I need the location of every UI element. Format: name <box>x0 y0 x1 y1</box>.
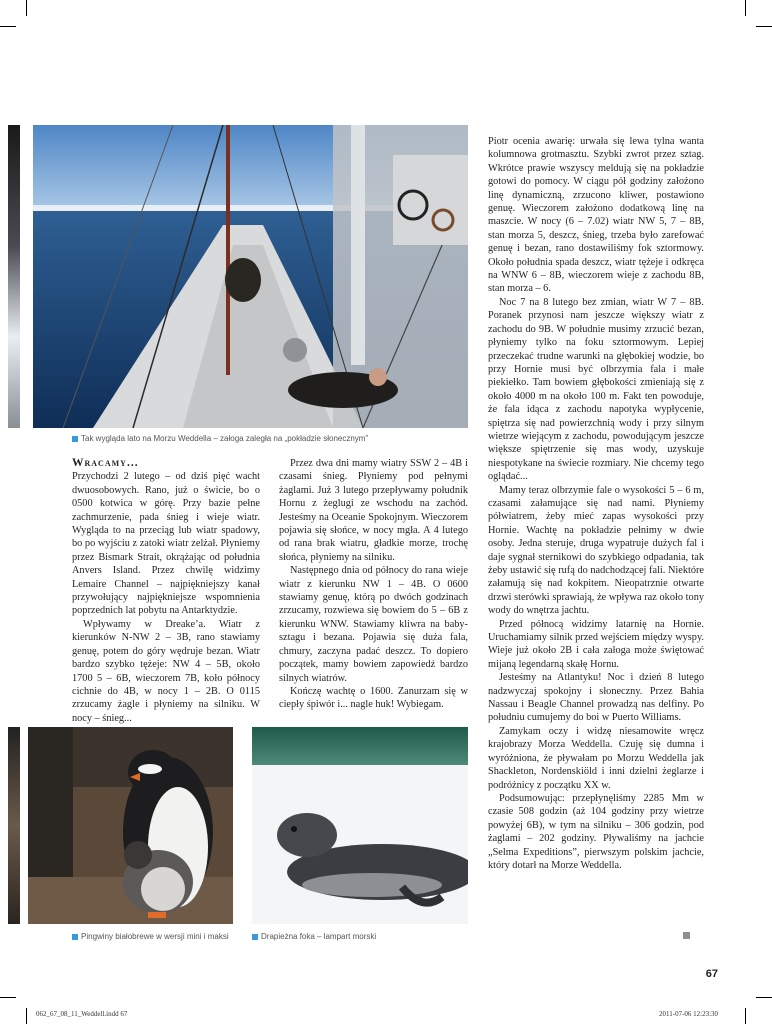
paragraph: Wpływamy w Dreake’a. Wiatr z kierunków N-NW 2 – 3B, rano stawiamy genuę, potem do góry wędruje bezan. Wiatr bardzo szybko tężeje: NW 4 – 5B, około 1700 5 – 6B, wieczorem 7B, koło północy cichnie do 4B, w nocy 1 – 2B. O 0115 zrzucamy żagle i płyniemy na silniku. W nocy – śnieg... <box>72 618 260 724</box>
crop-mark <box>0 997 16 998</box>
paragraph: Zamykam oczy i widzę niesamowite wręcz krajobrazy Morza Weddella. Czuję się dumna i wyróżniona, że pływałam po Morzu Weddella jak Shackleton, Nordenskiöld i inni dzielni żeglarze i podróżnicy z początku XX w. <box>488 725 704 791</box>
article-column-1 <box>72 457 260 725</box>
article-column-3 <box>488 135 704 872</box>
leopard-seal-photo <box>252 727 468 924</box>
section-heading: Wracamy... <box>72 457 139 469</box>
crop-mark <box>745 1008 746 1024</box>
paragraph: Mamy teraz olbrzymie fale o wysokości 5 – 6 m, czasami załamujące się nad nami. Płyniemy półwiatrem, żeby mieć zapas wysokości przy Hornie. Wachtę na pokładzie pełnimy w dwie osoby. Jedna steruje, druga wypatruje dużych fal i daje sygnał sternikowi do szybkiego odpadania, tak żeby ustawić się rufą do nadchodzącej fali. Niektóre załamują się nad kokpitem. Nieopatrznie otwarte drzwi sterówki sprawiają, że wpływa raz około tony wody do wnętrza jachtu. <box>488 484 704 617</box>
paragraph: Przed północą widzimy latarnię na Hornie. Uruchamiamy silnik przed wejściem między wyspy. Wieje już około 2B i cała załoga może świętować mijaną legendarną skałę Hornu. <box>488 618 704 670</box>
article-column-2 <box>279 457 468 712</box>
paragraph: Podsumowując: przepłynęliśmy 2285 Mm w czasie 508 godzin (aż 104 godziny przy wietrze powyżej 6B), w tym na silniku – 306 godzin, pod żaglami – 202 godziny. Pływaliśmy na jachcie „Selma Expeditions”, pierwszym polskim jachcie, który dotarł na Morze Weddella. <box>488 792 704 871</box>
paragraph: Kończę wachtę o 1600. Zanurzam się w ciepły śpiwór i... nagle huk! Wybiegam. <box>279 685 468 711</box>
facing-page-photo-strip <box>8 125 20 428</box>
paragraph: Przez dwa dni mamy wiatry SSW 2 – 4B i czasami śnieg. Płyniemy pod pełnymi żaglami. Już 3 lutego przepływamy południk Hornu z żeglugi ze wschodu na zachód. Jesteśmy na Oceanie Spokojnym. Wieczorem pojawia się słońce, w nocy mgła. A 4 lutego od rana brak wiatru, gładkie morze, trochę słońca, płyniemy na silniku. <box>279 458 468 563</box>
penguins-photo <box>28 727 233 924</box>
yacht-deck-photo <box>33 125 468 428</box>
print-slug-filename: 062_67_08_11_Weddell.indd 67 <box>36 1010 128 1018</box>
facing-page-photo-strip <box>8 727 20 924</box>
print-slug-date: 2011-07-06 12:23:30 <box>659 1010 719 1018</box>
crop-mark <box>745 0 746 16</box>
crop-mark <box>26 1008 27 1024</box>
caption-marker-icon <box>72 934 78 940</box>
photo-caption-seal: Drapieżna foka – lampart morski <box>252 932 376 941</box>
paragraph: Przychodzi 2 lutego – od dziś pięć wacht dwuosobowych. Rano, już o świcie, bo o 0500 kotwica w górę. Przy bazie pełne zachmurzenie, pada śnieg i wieje wiatr. Wygląda to na przeciąg lub wiatr spadowy, bo po wyjściu z zatoki wiatr zelżał. Płyniemy przez Bismark Strait, okrążając od południa Anvers Island. Przez chwilę widzimy Lemaire Channel – najpiękniejszy kanał przywołujący najpiękniejsze wspomnienia poprzednich lat pobytu na Antarktydzie. <box>72 471 260 617</box>
paragraph: Jesteśmy na Atlantyku! Noc i dzień 8 lutego nadzwyczaj spokojny i słoneczny. Przez Bahia Nassau i Beagle Channel prowadzą nas delfiny. Po południu cumujemy do boi w Puerto Williams. <box>488 672 704 724</box>
photo-caption-penguins: Pingwiny białobrewe w wersji mini i maksi <box>72 932 229 941</box>
paragraph: Następnego dnia od północy do rana wieje wiatr z kierunku NW 1 – 4B. O 0600 stawiamy genuę, którą po dwóch godzinach zrzucamy, rozwiewa się bowiem do 5 – 6B z kierunku WNW. Stawiamy kliwra na baby-sztagu i bezana. Pojawia się duża fala, chmury, zaczyna padać deszcz. To dopiero początek, mamy bowiem zapowiedź bardzo silnych wiatrów. <box>279 565 468 684</box>
paragraph: Piotr ocenia awarię: urwała się lewa tylna wanta kolumnowa grotmasztu. Szybki zwrot przez sztag. Wkrótce prawie wszyscy meldują się na pokładzie gotowi do pomocy. W ciągu pół godziny założono linę dynamiczną, zrzucono kliwer, postawiono genuę. Wieczorem założono dodatkową linę na maszcie. W nocy (6 – 7.02) wiatr NW 5, 7 – 8B, stan morza 5, deszcz, śnieg, trzeba było zarefować genuę i bezan, rano dostawiliśmy fok sztormowy. Około południa spada deszcz, wiatr tężeje i odkręca na WNW 6 – 8B, wieczorem wieje z zachodu 8B, stan morza – 6. <box>488 136 704 295</box>
article-end-mark <box>683 932 690 939</box>
caption-marker-icon <box>72 436 78 442</box>
caption-marker-icon <box>252 934 258 940</box>
crop-mark <box>756 997 772 998</box>
crop-mark <box>0 26 16 27</box>
crop-mark <box>26 0 27 16</box>
crop-mark <box>756 26 772 27</box>
page-number: 67 <box>705 968 718 980</box>
paragraph: Noc 7 na 8 lutego bez zmian, wiatr W 7 – 8B. Poranek przynosi nam jeszcze większy wiatr z zachodu do 9B. W południe musimy zrzucić bezan, płyniemy tylko na foku sztormowym. Lepiej przeczekać trudne warunki na głębokiej wodzie, bo przy Hornie musi być olbrzymia fala i małe piekiełko. Tam bowiem głębokości zmieniają się z około 4000 m na około 100 m. Fakt ten powoduje, że fala idąca z zachodu napotyka wypłycenie, spiętrza się nad powierzchnią wody i przy silnym wietrze wiejącym z zachodu, powodującym jeszcze większe spiętrzenie się mas wody, uzyskuje niespotykane na świecie rozmiary. Nie chcemy tego oglądać... <box>488 296 704 483</box>
photo-caption-top: Tak wygląda lato na Morzu Weddella – załoga zaległa na „pokładzie słonecznym” <box>72 434 368 443</box>
